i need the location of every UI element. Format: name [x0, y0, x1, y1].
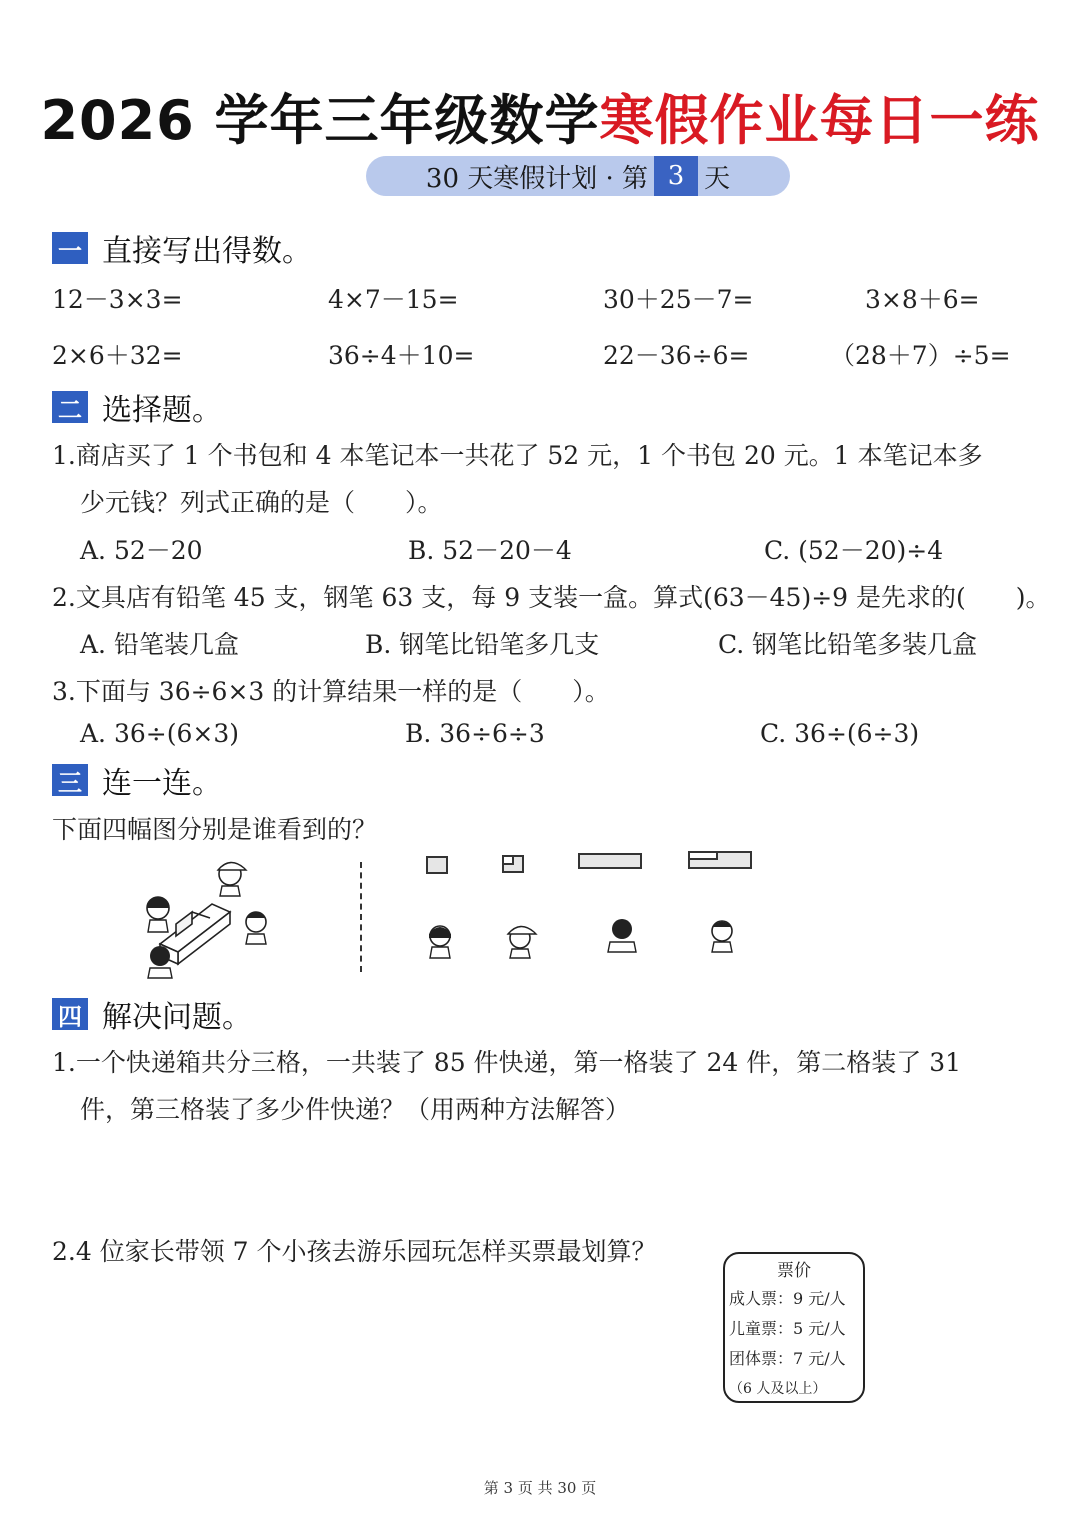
section-2-header: [52, 385, 222, 429]
section-title: 连一连。: [102, 766, 222, 801]
plan-banner: [366, 156, 790, 196]
child-boy-icon: [246, 912, 266, 944]
plan-suffix: 天: [704, 163, 731, 194]
problem-1-line2: 件，第三格装了多少件快递？（用两种方法解答）: [80, 1095, 631, 1124]
option-c: C. (52－20)÷4: [764, 536, 944, 565]
child-girl-icon: [147, 897, 169, 932]
option-b: B. 52－20－4: [408, 536, 572, 565]
calc-item: 4×7－15=: [328, 285, 459, 314]
problem-2-line1: 2.4 位家长带领 7 个小孩去游乐园玩怎样买票最划算？: [52, 1237, 657, 1266]
page-footer: 第 3 页 共 30 页: [483, 1479, 597, 1497]
ticket-note: （6 人及以上）: [729, 1381, 827, 1397]
child-cap-icon: [500, 920, 540, 960]
view-square: [426, 856, 448, 874]
question-1-line2: 少元钱？列式正确的是（ ）。: [80, 488, 443, 517]
title-black-part: 2026 学年三年级数学: [40, 89, 600, 152]
option-b: B. 钢笔比铅笔多几支: [365, 630, 600, 659]
block-shape-icon: [130, 852, 280, 980]
option-a: A. 铅笔装几盒: [80, 630, 239, 659]
section-1-header: [52, 226, 312, 270]
option-b: B. 36÷6÷3: [405, 719, 545, 748]
child-boy-icon: [702, 916, 742, 956]
plan-prefix: 30 天寒假计划 · 第: [425, 163, 649, 194]
child-cap-icon: [218, 862, 246, 896]
section-3-header: [52, 758, 222, 802]
option-a: A. 36÷(6×3): [80, 719, 239, 748]
question-1-line1: 1.商店买了 1 个书包和 4 本笔记本一共花了 52 元，1 个书包 20 元。1 本笔记本多: [52, 441, 983, 470]
ticket-child: 儿童票：5 元/人: [729, 1319, 846, 1338]
title-red-part: 寒假作业每日一练: [599, 89, 1040, 152]
section-title: 直接写出得数。: [102, 234, 312, 269]
view-long-bar-step: [688, 851, 752, 869]
problem-1-line1: 1.一个快递箱共分三格，一共装了 85 件快递，第一格装了 24 件，第二格装了 31: [52, 1048, 962, 1077]
child-boy-back-icon: [148, 946, 172, 978]
ticket-price-box: [723, 1252, 865, 1403]
match-prompt: 下面四幅图分别是谁看到的？: [52, 815, 378, 844]
option-c: C. 36÷(6÷3): [760, 719, 920, 748]
plan-day-number: 3: [654, 156, 698, 196]
ticket-adult: 成人票：9 元/人: [729, 1289, 846, 1308]
calc-item: 2×6＋32=: [52, 341, 183, 370]
option-c: C. 钢笔比铅笔多装几盒: [718, 630, 978, 659]
question-3-line1: 3.下面与 36÷6×3 的计算结果一样的是（ ）。: [52, 677, 610, 706]
section-badge: 三: [52, 764, 88, 796]
view-long-bar: [578, 853, 642, 869]
view-square-notched: [502, 855, 524, 873]
ticket-head: 票价: [777, 1261, 811, 1281]
section-4-header: [52, 992, 252, 1036]
option-a: A. 52－20: [80, 536, 203, 565]
calc-item: （28＋7）÷5=: [830, 341, 1011, 370]
section-title: 解决问题。: [102, 1000, 252, 1035]
child-girl-icon: [420, 920, 460, 960]
section-badge: 二: [52, 391, 88, 423]
question-2-line1: 2.文具店有铅笔 45 支，钢笔 63 支，每 9 支装一盒。算式(63－45)÷9 是先求的( )。: [52, 583, 1051, 612]
section-badge: 四: [52, 998, 88, 1030]
divider-dashed: [360, 862, 362, 972]
ticket-group: 团体票：7 元/人: [729, 1349, 846, 1368]
calc-item: 22－36÷6=: [603, 341, 750, 370]
calc-item: 12－3×3=: [52, 285, 183, 314]
calc-item: 3×8＋6=: [865, 285, 980, 314]
section-badge: 一: [52, 232, 88, 264]
section-title: 选择题。: [102, 393, 222, 428]
calc-item: 30＋25－7=: [603, 285, 754, 314]
child-boy-back-icon: [602, 916, 642, 956]
calc-item: 36÷4＋10=: [328, 341, 475, 370]
page-title: [0, 78, 1080, 155]
